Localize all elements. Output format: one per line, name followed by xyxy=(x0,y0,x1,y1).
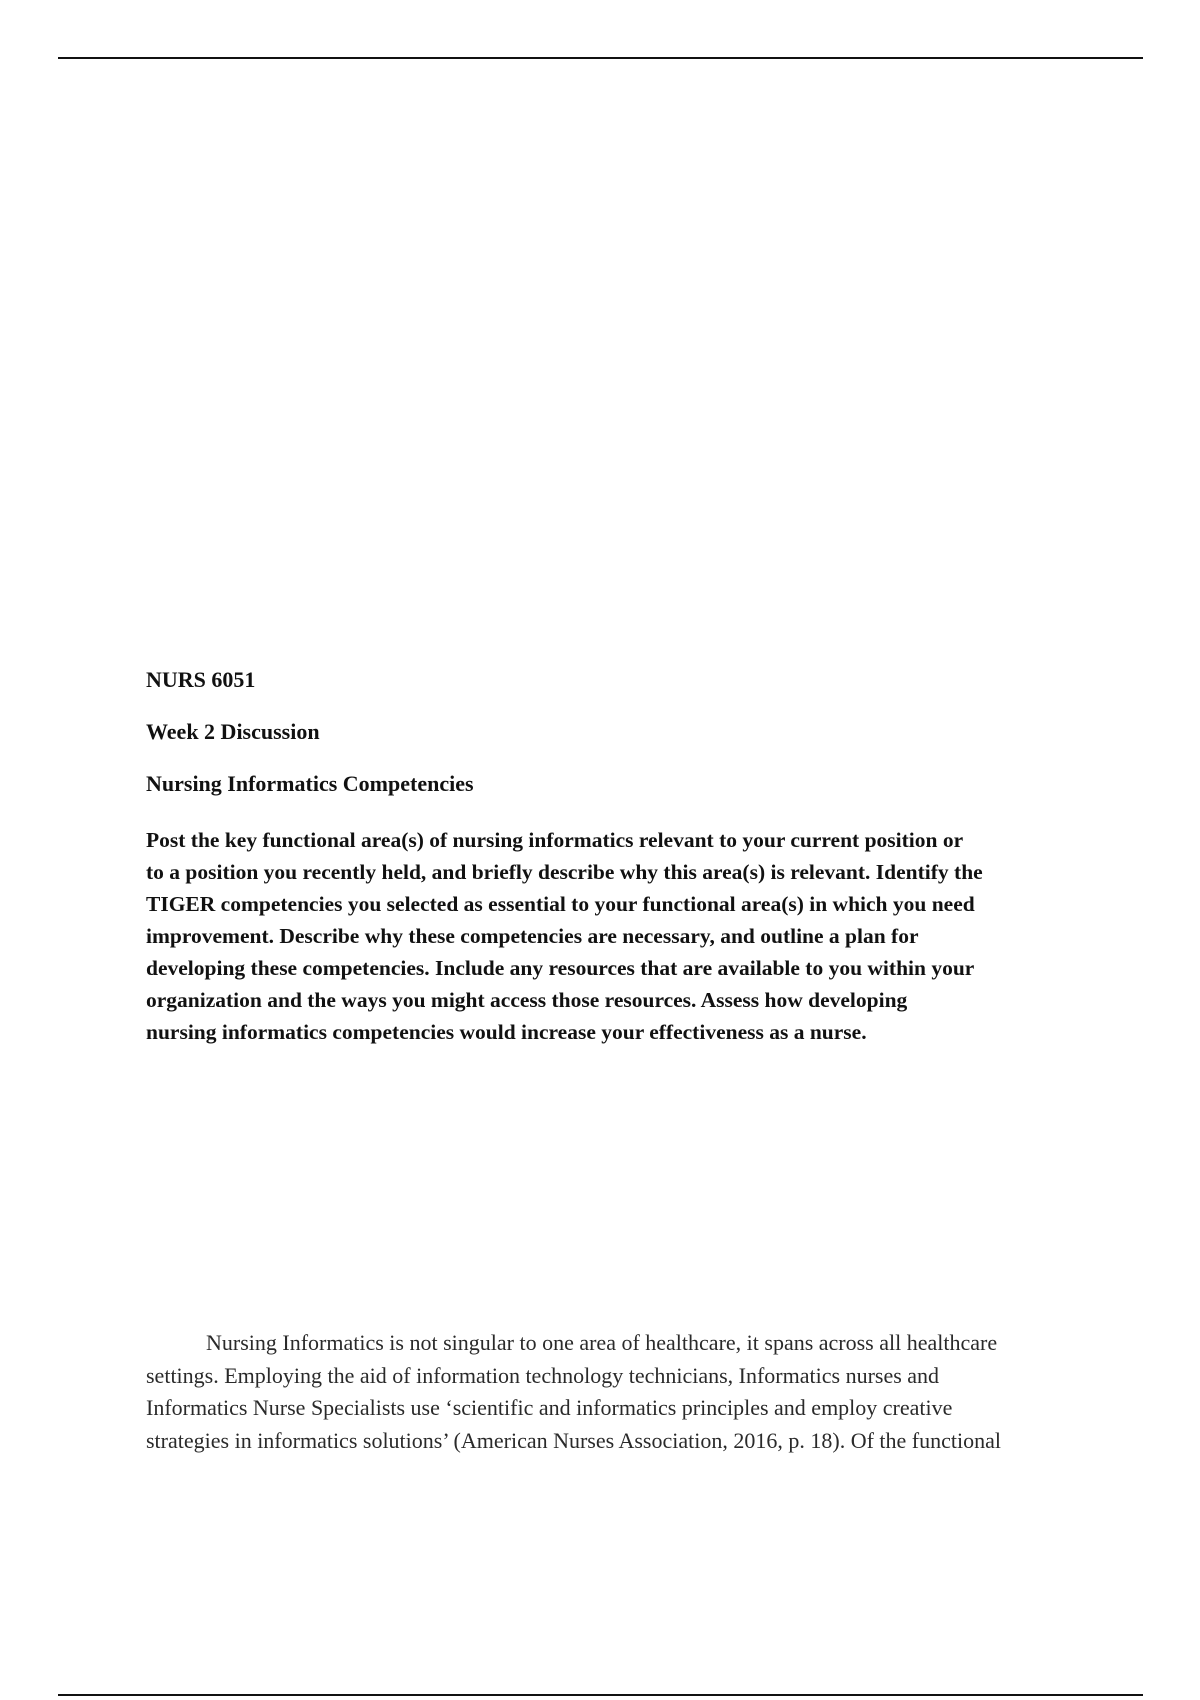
prompt-line: TIGER competencies you selected as essential to your functional area(s) in which you need xyxy=(146,892,975,916)
body-line: Informatics Nurse Specialists use ‘scientific and informatics principles and employ creative xyxy=(146,1395,953,1420)
week-title: Week 2 Discussion xyxy=(146,719,320,744)
body-line: settings. Employing the aid of information technology technicians, Informatics nurses and xyxy=(146,1362,940,1388)
prompt-line: to a position you recently held, and briefly describe why this area(s) is relevant. Identify the xyxy=(146,860,983,884)
bottom-rule xyxy=(58,1694,1143,1696)
body-line: Nursing Informatics is not singular to one area of healthcare, it spans across all healthcare xyxy=(206,1330,998,1355)
body-line: strategies in informatics solutions’ (American Nurses Association, 2016, p. 18). Of the functional xyxy=(146,1427,1001,1453)
prompt-line: Post the key functional area(s) of nursing informatics relevant to your current position or xyxy=(146,828,964,852)
prompt-line: nursing informatics competencies would increase your effectiveness as a nurse. xyxy=(146,1020,867,1044)
prompt-line: organization and the ways you might access those resources. Assess how developing xyxy=(146,988,908,1012)
course-code: NURS 6051 xyxy=(146,667,256,692)
top-rule xyxy=(58,57,1143,59)
prompt-line: improvement. Describe why these competencies are necessary, and outline a plan for xyxy=(146,924,919,948)
prompt-line: developing these competencies. Include any resources that are available to you within your xyxy=(146,956,975,980)
discussion-prompt xyxy=(146,824,1096,1048)
body-paragraph xyxy=(146,1327,1096,1457)
topic-title: Nursing Informatics Competencies xyxy=(146,771,474,796)
